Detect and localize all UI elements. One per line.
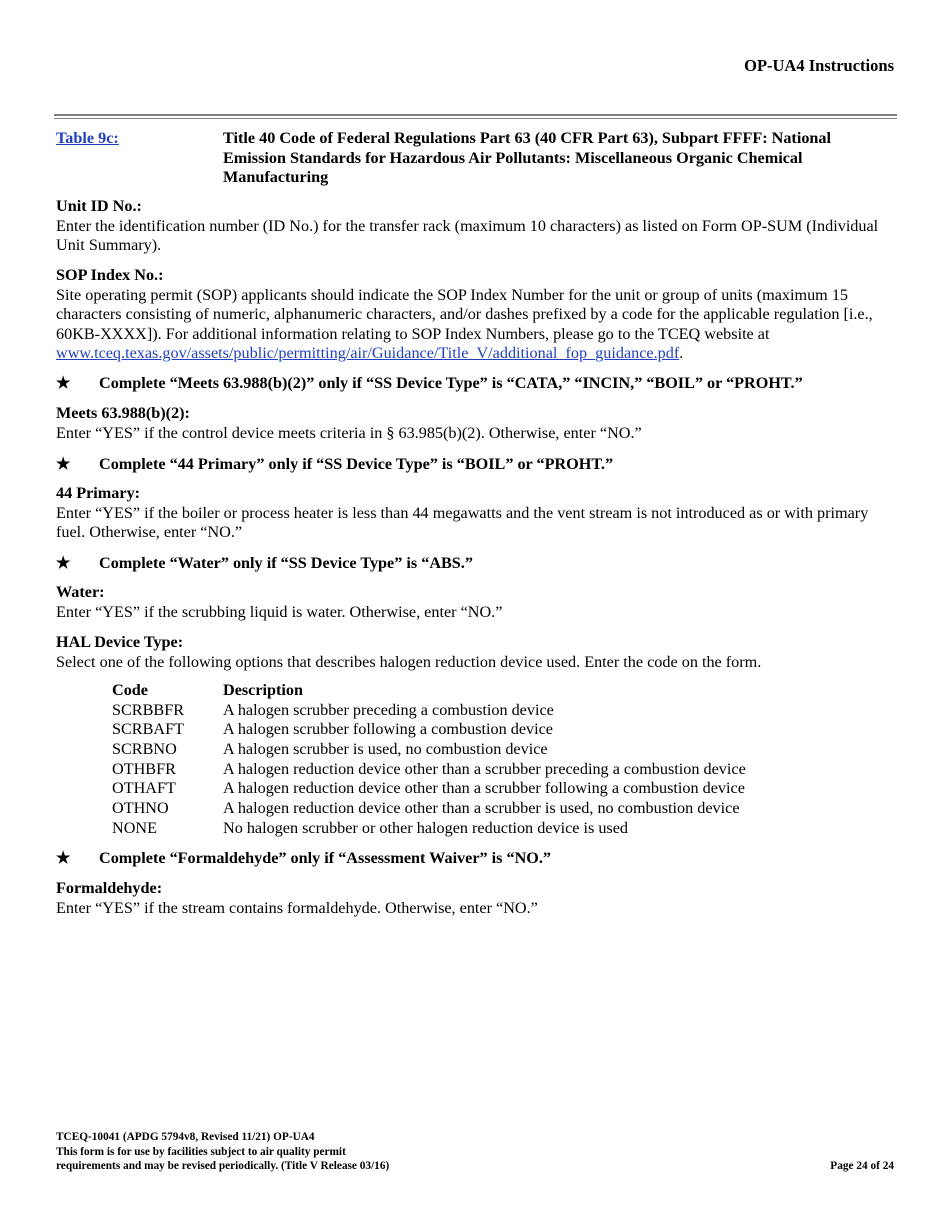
footer-line-2: This form is for use by facilities subject to air quality permit: [56, 1145, 346, 1158]
footer-form-info: [56, 1130, 389, 1174]
sop-index-section: [56, 266, 898, 364]
instruction-text: Complete “Formaldehyde” only if “Assessment Waiver” is “NO.”: [99, 849, 552, 867]
code-cell: OTHAFT: [112, 779, 176, 798]
meets-text: Enter “YES” if the control device meets criteria in § 63.985(b)(2). Otherwise, enter “NO.”: [56, 423, 642, 442]
table-row: [112, 740, 746, 760]
formaldehyde-text: Enter “YES” if the stream contains formaldehyde. Otherwise, enter “NO.”: [56, 898, 538, 917]
description-cell: A halogen scrubber is used, no combustion device: [223, 740, 548, 759]
table-row: [112, 819, 746, 839]
sop-index-heading: SOP Index No.:: [56, 266, 164, 284]
instruction-text: Complete “Water” only if “SS Device Type” is “ABS.”: [99, 554, 473, 572]
unit-id-section: [56, 197, 898, 256]
hal-device-heading: HAL Device Type:: [56, 633, 184, 651]
description-cell: A halogen reduction device other than a scrubber following a combustion device: [223, 779, 745, 798]
formaldehyde-section: [56, 879, 898, 918]
water-text: Enter “YES” if the scrubbing liquid is water. Otherwise, enter “NO.”: [56, 602, 503, 621]
table-header-row: [112, 681, 746, 701]
formaldehyde-heading: Formaldehyde:: [56, 879, 163, 897]
description-cell: A halogen scrubber following a combustion device: [223, 720, 553, 739]
code-cell: SCRBBFR: [112, 700, 184, 719]
page-header-title: OP-UA4 Instructions: [744, 56, 894, 75]
footer-line-3: requirements and may be revised periodically. (Title V Release 03/16): [56, 1160, 390, 1172]
code-cell: SCRBNO: [112, 740, 177, 759]
column-header-description: Description: [223, 681, 304, 699]
description-cell: No halogen scrubber or other halogen reduction device is used: [223, 818, 629, 837]
instruction-text: Complete “Meets 63.988(b)(2)” only if “SS Device Type” is “CATA,” “INCIN,” “BOIL” or “PROHT.”: [99, 374, 803, 392]
header-rule: [54, 114, 897, 116]
instruction-text: Complete “44 Primary” only if “SS Device Type” is “BOIL” or “PROHT.”: [99, 455, 614, 473]
table-row: [112, 720, 746, 740]
column-header-code: Code: [112, 681, 148, 699]
star-icon: ★: [56, 849, 71, 867]
meets-section: [56, 404, 898, 443]
star-icon: ★: [56, 374, 71, 392]
table-row: [112, 760, 746, 780]
primary44-text: Enter “YES” if the boiler or process heater is less than 44 megawatts and the vent stream is not introduced as or with primary fuel. Otherwise, enter “NO.”: [56, 503, 869, 542]
sop-index-text-end: .: [679, 344, 684, 363]
code-cell: NONE: [112, 818, 157, 837]
description-cell: A halogen reduction device other than a scrubber preceding a combustion device: [223, 759, 746, 778]
table-row: [112, 799, 746, 819]
water-section: [56, 583, 898, 622]
page-number: Page 24 of 24: [830, 1160, 894, 1172]
meets-heading: Meets 63.988(b)(2):: [56, 404, 190, 422]
table-row: [112, 701, 746, 721]
footer-line-1: TCEQ-10041 (APDG 5794v8, Revised 11/21) OP-UA4: [56, 1131, 315, 1143]
hal-device-section: [56, 633, 898, 672]
table-9c-link[interactable]: Table 9c:: [56, 129, 119, 147]
code-cell: OTHNO: [112, 799, 169, 818]
code-cell: SCRBAFT: [112, 720, 184, 739]
primary44-section: [56, 484, 898, 543]
description-cell: A halogen reduction device other than a scrubber is used, no combustion device: [223, 799, 740, 818]
unit-id-text: Enter the identification number (ID No.) for the transfer rack (maximum 10 characters) as listed on Form OP-SUM (Individual Unit Summary).: [56, 216, 879, 255]
header-rule-thin: [54, 118, 897, 119]
water-heading: Water:: [56, 583, 105, 601]
table-title: Title 40 Code of Federal Regulations Part 63 (40 CFR Part 63), Subpart FFFF: National Emission Standards for Hazardous Air Pollutants: Miscellaneous Organic Chemical Manufacturing: [223, 129, 832, 187]
star-icon: ★: [56, 554, 71, 572]
primary44-heading: 44 Primary:: [56, 484, 141, 502]
star-icon: ★: [56, 455, 71, 473]
guidance-url-link[interactable]: www.tceq.texas.gov/assets/public/permitting/air/Guidance/Title_V/additional_fop_guidance.pdf: [56, 344, 680, 363]
sop-index-text-body: Site operating permit (SOP) applicants should indicate the SOP Index Number for the unit or group of units (maximum 15 characters consisting of numeric, alphanumeric characters, and/or dashes prefixed by a code for the applicable regulation [i.e., 60KB-XXXX]). For additional information relating to SOP Index Numbers, please go to the TCEQ website at: [56, 285, 873, 343]
hal-device-code-table: [112, 681, 746, 839]
hal-device-text: Select one of the following options that describes halogen reduction device used. Enter the code on the form.: [56, 652, 762, 671]
sop-index-text: [56, 286, 898, 364]
description-cell: A halogen scrubber preceding a combustion device: [223, 700, 554, 719]
table-row: [112, 779, 746, 799]
unit-id-heading: Unit ID No.:: [56, 197, 142, 215]
code-cell: OTHBFR: [112, 759, 176, 778]
